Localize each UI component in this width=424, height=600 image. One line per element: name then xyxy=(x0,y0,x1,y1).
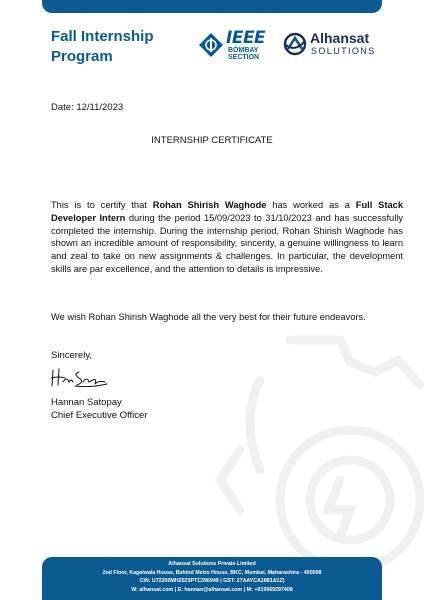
header-accent-bar xyxy=(42,0,382,13)
program-title-line1: Fall Internship xyxy=(51,28,154,45)
footer-company-name: Alhansat Solutions Private Limited xyxy=(168,561,256,567)
para1-text-2: has worked as a xyxy=(266,200,356,210)
footer-address: 2nd Floor, Kagalwala House, Behind Metro House, BKC, Mumbai, Maharashtra - 400098 xyxy=(102,569,322,576)
ieee-diamond-icon xyxy=(198,32,224,58)
certificate-title: INTERNSHIP CERTIFICATE xyxy=(151,135,273,146)
footer-registration-ids: CIN: U72200MH2023PTC396949 | GST: 27AAYCA1881A1Z) xyxy=(139,578,285,585)
signer-title: Chief Executive Officer xyxy=(51,410,148,421)
program-title xyxy=(51,27,154,67)
para1-text-3: during the period 15/09/2023 to 31/10/2023 and has successfully completed the internship. During the internship period, Rohan Shirish Waghode has shown an incredible amount of responsibility, sincerity, a genuine willingness to learn and zeal to take on new assignments & challenges. In particular, the development skills are par excellence, and the attention to details is impressive. xyxy=(51,212,403,274)
alhansat-tagline: SOLUTIONS xyxy=(311,46,376,56)
company-footer xyxy=(42,557,382,600)
signer-name: Hannan Satopay xyxy=(51,397,122,408)
ieee-subline-2: SECTION xyxy=(228,54,260,61)
footer-contact-info: W: alhansat.com | E: hannan@alhansat.com | M: +919969297408 xyxy=(131,586,293,593)
handwritten-signature xyxy=(49,366,111,390)
closing-salutation: Sincerely, xyxy=(51,350,93,361)
ieee-bombay-logo xyxy=(198,30,274,60)
alhansat-globe-icon xyxy=(283,32,307,56)
intern-name: Rohan Shirish Waghode xyxy=(152,200,267,210)
alhansat-logo xyxy=(283,30,383,58)
gear-watermark-icon xyxy=(200,300,424,600)
certificate-date: Date: 12/11/2023 xyxy=(51,102,124,113)
certificate-body-paragraph xyxy=(51,199,403,276)
para1-text-1: This is to certify that xyxy=(51,200,153,210)
program-title-line2: Program xyxy=(51,48,113,65)
alhansat-wordmark: Alhansat xyxy=(310,30,370,46)
ieee-wordmark: IEEE xyxy=(226,28,266,48)
ieee-subline-1: BOMBAY xyxy=(228,47,259,54)
intern-role: Full Stack Developer Intern xyxy=(51,200,403,223)
wishes-paragraph: We wish Rohan Shirish Waghode all the very best for their future endeavors. xyxy=(51,312,366,322)
